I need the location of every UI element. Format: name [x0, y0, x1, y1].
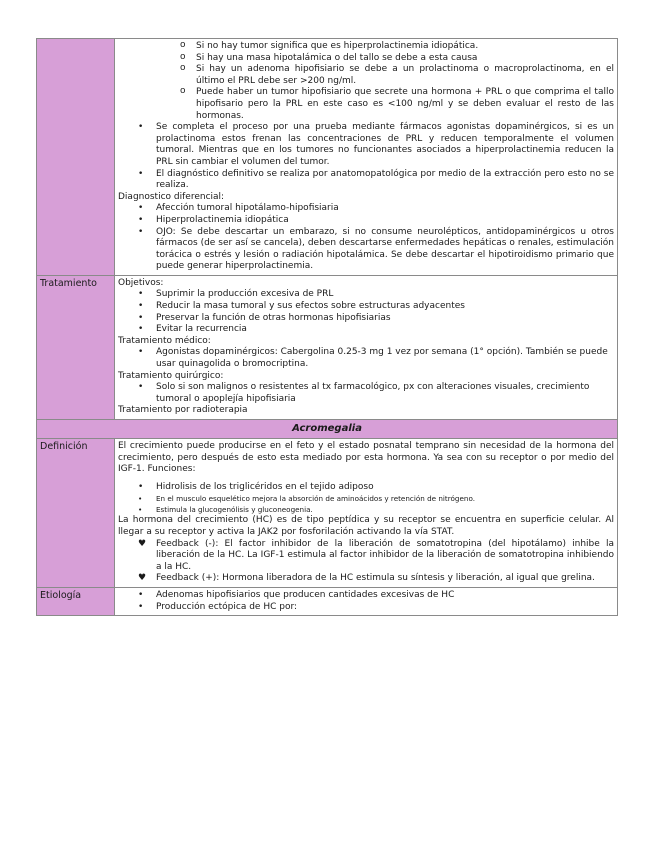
diff-diagnosis-list — [118, 203, 614, 273]
content-tratamiento — [115, 275, 618, 419]
etiologia-list — [118, 590, 614, 613]
funcion-item: • En el musculo esquelético mejora la absorción de aminoácidos y retención de nitrógeno. — [156, 493, 614, 504]
diff-diagnosis-heading: Diagnostico diferencial: — [118, 191, 225, 202]
subitem: o Si hay una masa hipotalámica o del tallo se debe a esta causa — [196, 53, 614, 65]
medico-list — [118, 347, 614, 370]
definicion-intro: El crecimiento puede producirse en el feto y el estado posnatal temprano sin necesidad de la hormona del crecimiento, pero después de esto esta mediado por esta hormona. Ya sea con su receptor o por medio del IGF-1. Funciones: — [118, 441, 614, 475]
feedback-list — [118, 539, 614, 585]
objetivos-heading: Objetivos: — [118, 277, 164, 288]
funcion-item: • Estimula la glucogenólisis y gluconeogenia. — [156, 504, 614, 515]
etiologia-item: • Producción ectópica de HC por: — [156, 602, 614, 614]
bullet-item: • Se completa el proceso por una prueba mediante fármacos agonistas dopaminérgicos, si es un prolactinoma estos frenan las concentraciones de PRL y reducen temporalmente el volumen tumoral. Mientras que en los tumores no funcionantes asociados a hiperprolactinemia reducen la PRL sin cambiar el volumen del tumor. — [156, 122, 614, 168]
subitem: o Puede haber un tumor hipofisiario que secrete una hormona + PRL o que comprima el tallo hipofisario pero la PRL en este caso es <100 ng/ml y se deben evaluar el resto de las hormonas. — [196, 87, 614, 122]
funciones-list — [118, 482, 614, 516]
subitem-list — [118, 41, 614, 122]
medico-item: • Agonistas dopaminérgicos: Cabergolina 0.25-3 mg 1 vez por semana (1° opción). También se puede usar quinagolida o bromocriptina. — [156, 347, 614, 370]
diff-item: • Hiperprolactinemia idiopática — [156, 215, 614, 227]
medico-heading: Tratamiento médico: — [118, 335, 211, 346]
row-continuation — [37, 39, 618, 276]
bullet-list — [118, 122, 614, 192]
row-tratamiento — [37, 275, 618, 419]
hc-text: La hormona del crecimiento (HC) es de tipo peptídica y su receptor se encuentra en superficie celular. Al llegar a su receptor y activa la JAK2 por fosforilación activando la vía STAT. — [118, 515, 614, 537]
etiologia-item: • Adenomas hipofisiarios que producen cantidades excesivas de HC — [156, 590, 614, 602]
bullet-item: • El diagnóstico definitivo se realiza por anatomopatológica por medio de la extracción pero esto no se realiza. — [156, 169, 614, 192]
row-definicion — [37, 439, 618, 588]
funcion-item: • Hidrolisis de los triglicéridos en el tejido adiposo — [156, 482, 614, 494]
label-etiologia: Etiología — [37, 587, 115, 615]
objetivos-list — [118, 289, 614, 335]
subitem: o Si no hay tumor significa que es hiperprolactinemia idiopática. — [196, 41, 614, 53]
diff-item: • OJO: Se debe descartar un embarazo, si no consume neurolépticos, antidopaminérgicos u otros fármacos (de ser así se cancela), deben descartarse enfermedades hepáticas o renales, estimulación torácica o estrés y lesión o radiación hipotalámica. Se debe descartar el hipotiroidismo primario que puede generar hiperprolactinemia. — [156, 227, 614, 273]
diff-item: • Afección tumoral hipotálamo-hipofisiaria — [156, 203, 614, 215]
subitem: o Si hay un adenoma hipofisiario se debe a un prolactinoma o macroprolactinoma, en el último el PRL debe ser >200 ng/ml. — [196, 64, 614, 87]
feedback-item: ♥ Feedback (+): Hormona liberadora de la HC estimula su síntesis y liberación, al igual que grelina. — [156, 573, 614, 585]
row-etiologia — [37, 587, 618, 615]
objetivo-item: • Evitar la recurrencia — [156, 324, 614, 336]
clinical-notes-table — [36, 38, 618, 616]
label-tratamiento: Tratamiento — [37, 275, 115, 419]
quirurgico-heading: Tratamiento quirúrgico: — [118, 370, 224, 381]
quirurgico-item: • Solo si son malignos o resistentes al tx farmacológico, px con alteraciones visuales, crecimiento tumoral o apoplejía hipofisiaria — [156, 382, 614, 405]
content-cell-continuation — [115, 39, 618, 276]
feedback-item: ♥ Feedback (-): El factor inhibidor de la liberación de somatotropina (del hipotálamo) inhibe la liberación de la HC. La IGF-1 estimula al factor inhibidor de la liberación de somatotropina inhibiendo a la HC. — [156, 539, 614, 574]
objetivo-item: • Reducir la masa tumoral y sus efectos sobre estructuras adyacentes — [156, 301, 614, 313]
radioterapia-text: Tratamiento por radioterapia — [118, 405, 248, 416]
label-definicion: Definición — [37, 439, 115, 588]
objetivo-item: • Preservar la función de otras hormonas hipofisiarias — [156, 313, 614, 325]
quirurgico-list — [118, 382, 614, 405]
content-definicion — [115, 439, 618, 588]
section-title-acromegalia: Acromegalia — [37, 420, 618, 439]
row-section-title — [37, 420, 618, 439]
content-etiologia — [115, 587, 618, 615]
objetivo-item: • Suprimir la producción excesiva de PRL — [156, 289, 614, 301]
label-cell-empty — [37, 39, 115, 276]
